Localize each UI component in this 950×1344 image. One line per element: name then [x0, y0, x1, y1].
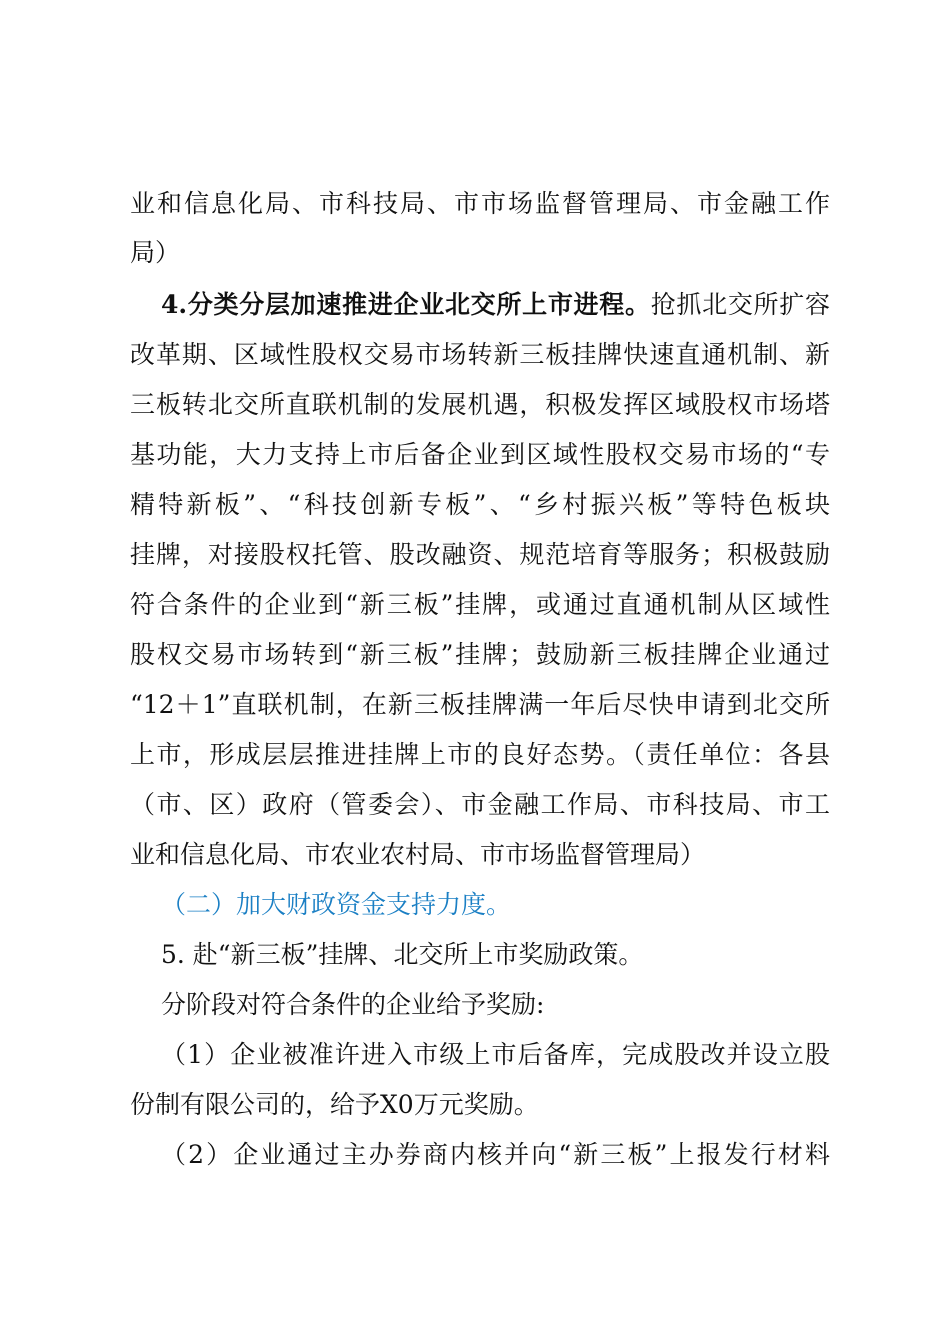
text-line: “12＋1”直联机制，在新三板挂牌满一年后尽快申请到北交所: [130, 690, 830, 719]
text-line: 三板转北交所直联机制的发展机遇，积极发挥区域股权市场塔: [130, 390, 830, 419]
item-title: 5. 赴“新三板”挂牌、北交所上市奖励政策。: [161, 940, 644, 969]
text-line: （市、区）政府（管委会）、市金融工作局、市科技局、市工: [130, 790, 830, 819]
text-line: 业和信息化局、市科技局、市市场监督管理局、市金融工作: [130, 189, 830, 218]
text-line: 精特新板”、“科技创新专板”、“乡村振兴板”等特色板块: [130, 490, 830, 519]
text-line: （2）企业通过主办券商内核并向“新三板”上报发行材料: [161, 1140, 830, 1169]
text-line: 局）: [130, 238, 181, 267]
text-line: 挂牌，对接股权托管、股改融资、规范培育等服务；积极鼓励: [130, 540, 830, 569]
text-line: 分阶段对符合条件的企业给予奖励:: [161, 990, 545, 1019]
text-line: 业和信息化局、市农业农村局、市市场监督管理局）: [130, 840, 706, 869]
text-line: 基功能，大力支持上市后备企业到区域性股权交易市场的“专: [130, 440, 830, 469]
text-line: 改革期、区域性股权交易市场转新三板挂牌快速直通机制、新: [130, 340, 830, 369]
paragraph-first-line: [161, 290, 830, 320]
text-line: （1）企业被准许进入市级上市后备库，完成股改并设立股: [161, 1040, 830, 1069]
text-line: 符合条件的企业到“新三板”挂牌，或通过直通机制从区域性: [130, 590, 830, 619]
item-heading: 4.分类分层加速推进企业北交所上市进程。: [161, 290, 651, 319]
text-line: 股权交易市场转到“新三板”挂牌；鼓励新三板挂牌企业通过: [130, 640, 830, 669]
text-run: 抢抓北交所扩容: [650, 290, 830, 319]
section-heading: （二）加大财政资金支持力度。: [161, 890, 512, 919]
text-line: 上市，形成层层推进挂牌上市的良好态势。（责任单位：各县: [130, 740, 830, 769]
text-line: 份制有限公司的，给予X0万元奖励。: [130, 1090, 539, 1119]
